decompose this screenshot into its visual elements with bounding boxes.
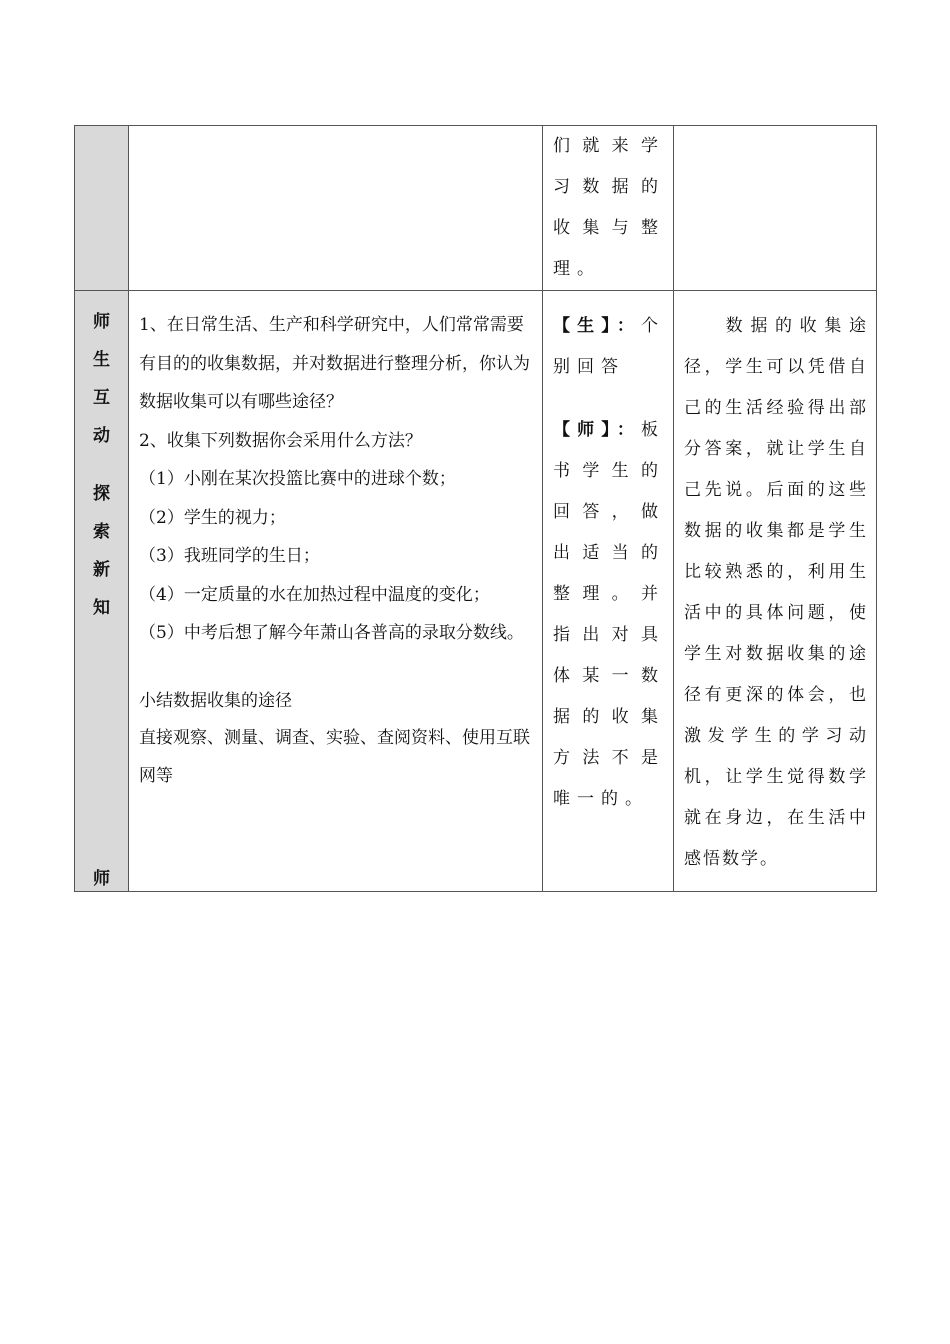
teacher-activity [543, 388, 673, 820]
stage-char: 生 [93, 350, 110, 370]
student-tag: 【生】： [553, 316, 641, 336]
activity-cell [543, 126, 674, 291]
activity-text: 们就来学习数据的收集与整理。 [553, 136, 665, 279]
stage-char: 互 [93, 388, 110, 408]
stage-tail: 师 [93, 869, 110, 889]
intent-cell [674, 291, 877, 892]
lesson-plan-table [74, 125, 877, 892]
spacer [139, 653, 534, 683]
student-text: 个别回答 [553, 316, 665, 377]
question-1: 1、在日常生活、生产和科学研究中，人们常常需要有目的的收集数据，并对数据进行整理分析，你认为数据收集可以有哪些途径？ [139, 315, 530, 412]
student-activity [543, 291, 673, 388]
stage-char: 新 [93, 560, 110, 580]
list-item: （1）小刚在某次投篮比赛中的进球个数； [139, 469, 456, 489]
stage-label [75, 291, 128, 627]
list-item: （3）我班同学的生日； [139, 546, 320, 566]
intent-cell [674, 126, 877, 291]
list-item: （4）一定质量的水在加热过程中温度的变化； [139, 584, 490, 605]
stage-cell [75, 126, 129, 291]
teacher-text: 板书学生的回答，做出适当的整理。并指出对具体某一数据的收集方法不是唯一的。 [553, 420, 665, 809]
summary-title: 小结数据收集的途径 [139, 690, 292, 711]
intent-text: 数据的收集途径，学生可以凭借自己的生活经验得出部分答案，就让学生自己先说。后面的这些数据的收集都是学生比较熟悉的，利用生活中的具体问题，使学生对数据收集的途径有更深的体会，也激发学生的学习动机，让学生觉得数学就在身边，在生活中感悟数学。 [684, 316, 868, 869]
question-2: 2、收集下列数据你会采用什么方法？ [139, 430, 422, 451]
content-cell [129, 291, 543, 892]
teacher-tag: 【师】： [553, 420, 641, 440]
summary-text: 直接观察、测量、调查、实验、查阅资料、使用互联网等 [139, 727, 530, 786]
stage-char: 知 [93, 598, 110, 618]
table-row [75, 126, 877, 291]
stage-char: 师 [93, 312, 110, 332]
content-body [129, 291, 542, 796]
list-item: （2）学生的视力； [139, 507, 286, 528]
stage-gap [75, 455, 128, 475]
stage-char: 索 [93, 522, 110, 542]
stage-char: 探 [93, 484, 110, 504]
content-cell [129, 126, 543, 291]
design-intent-text [674, 291, 876, 880]
table-row [75, 291, 877, 892]
stage-char: 动 [93, 426, 110, 446]
list-item: （5）中考后想了解今年萧山各普高的录取分数线。 [139, 623, 524, 643]
stage-cell [75, 291, 129, 892]
activity-cell [543, 291, 674, 892]
